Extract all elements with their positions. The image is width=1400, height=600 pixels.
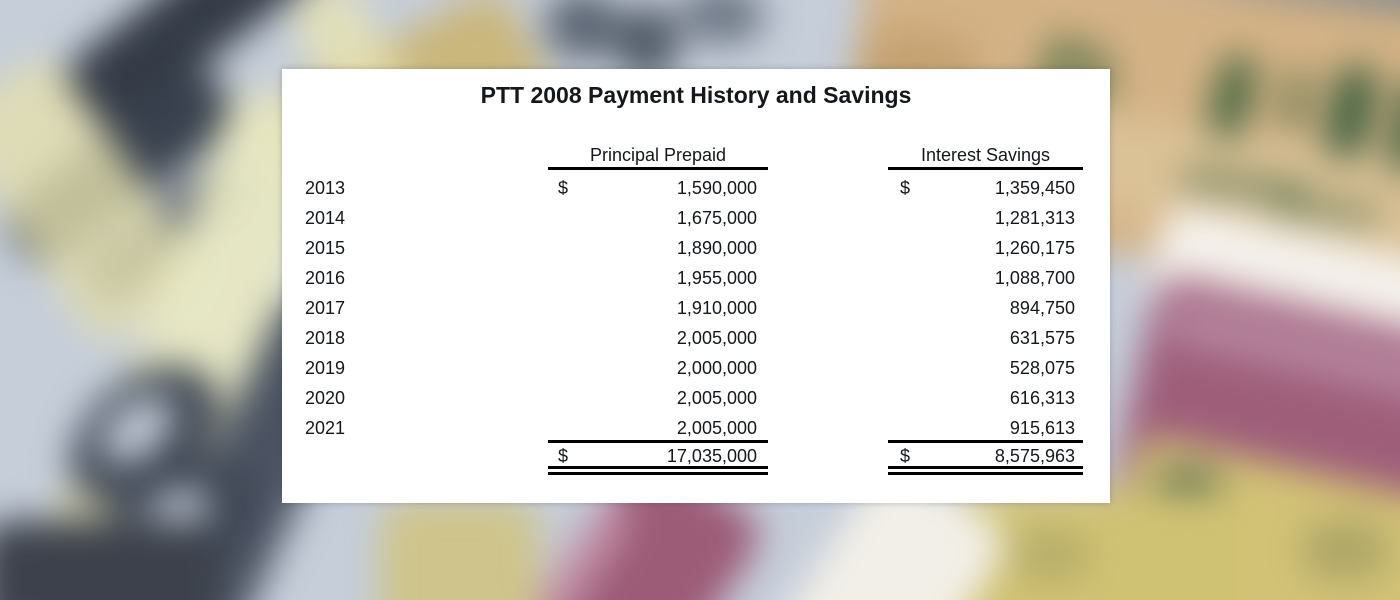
year-label: 2019 bbox=[305, 358, 346, 378]
principal-value: 2,005,000 bbox=[676, 328, 757, 348]
table-row bbox=[282, 383, 1110, 413]
table-row bbox=[282, 323, 1110, 353]
year-label: 2017 bbox=[305, 298, 346, 318]
interest-cell bbox=[888, 353, 1083, 383]
column-header-principal-prepaid: Principal Prepaid bbox=[548, 144, 768, 170]
year-label: 2014 bbox=[305, 208, 346, 228]
interest-value: 915,613 bbox=[1009, 418, 1075, 438]
interest-value: 1,260,175 bbox=[994, 238, 1075, 258]
principal-cell bbox=[548, 203, 768, 233]
table-header-row bbox=[282, 144, 1110, 170]
interest-cell bbox=[888, 203, 1083, 233]
table-row bbox=[282, 173, 1110, 203]
table-total-row bbox=[282, 443, 1110, 475]
principal-total-cell bbox=[548, 443, 768, 475]
principal-value: 2,005,000 bbox=[676, 388, 757, 408]
table-row bbox=[282, 293, 1110, 323]
page-title: PTT 2008 Payment History and Savings bbox=[480, 82, 912, 108]
table-row bbox=[282, 353, 1110, 383]
interest-cell bbox=[888, 323, 1083, 353]
interest-value: 528,075 bbox=[1009, 358, 1075, 378]
table-row bbox=[282, 203, 1110, 233]
year-label: 2015 bbox=[305, 238, 346, 258]
principal-cell bbox=[548, 353, 768, 383]
interest-cell bbox=[888, 293, 1083, 323]
principal-cell bbox=[548, 233, 768, 263]
interest-cell bbox=[888, 263, 1083, 293]
principal-cell bbox=[548, 173, 768, 203]
principal-value: 2,000,000 bbox=[676, 358, 757, 378]
interest-cell bbox=[888, 383, 1083, 413]
year-label: 2016 bbox=[305, 268, 346, 288]
interest-value: 894,750 bbox=[1009, 298, 1075, 318]
year-label: 2021 bbox=[305, 418, 346, 438]
principal-value: 1,590,000 bbox=[676, 178, 757, 198]
principal-value: 2,005,000 bbox=[676, 418, 757, 438]
interest-cell bbox=[888, 413, 1083, 443]
principal-cell bbox=[548, 413, 768, 443]
principal-value: 1,955,000 bbox=[676, 268, 757, 288]
interest-total-cell bbox=[888, 443, 1083, 475]
dollar-sign: $ bbox=[558, 178, 569, 198]
interest-total-value: 8,575,963 bbox=[994, 446, 1075, 466]
principal-cell bbox=[548, 323, 768, 353]
table-row bbox=[282, 413, 1110, 443]
year-label: 2020 bbox=[305, 388, 346, 408]
interest-cell bbox=[888, 173, 1083, 203]
year-label: 2018 bbox=[305, 328, 346, 348]
principal-cell bbox=[548, 383, 768, 413]
principal-total-value: 17,035,000 bbox=[666, 446, 757, 466]
payment-table-panel bbox=[282, 69, 1110, 503]
principal-cell bbox=[548, 293, 768, 323]
interest-value: 1,281,313 bbox=[994, 208, 1075, 228]
interest-value: 1,359,450 bbox=[994, 178, 1075, 198]
principal-value: 1,890,000 bbox=[676, 238, 757, 258]
principal-value: 1,910,000 bbox=[676, 298, 757, 318]
table-body bbox=[282, 173, 1110, 475]
interest-value: 631,575 bbox=[1009, 328, 1075, 348]
year-label: 2013 bbox=[305, 178, 346, 198]
principal-cell bbox=[548, 263, 768, 293]
interest-value: 616,313 bbox=[1009, 388, 1075, 408]
interest-value: 1,088,700 bbox=[994, 268, 1075, 288]
table-row bbox=[282, 263, 1110, 293]
interest-cell bbox=[888, 233, 1083, 263]
dollar-sign: $ bbox=[558, 446, 569, 466]
dollar-sign: $ bbox=[900, 446, 911, 466]
column-header-interest-savings: Interest Savings bbox=[888, 144, 1083, 170]
table-row bbox=[282, 233, 1110, 263]
principal-value: 1,675,000 bbox=[676, 208, 757, 228]
dollar-sign: $ bbox=[900, 178, 911, 198]
